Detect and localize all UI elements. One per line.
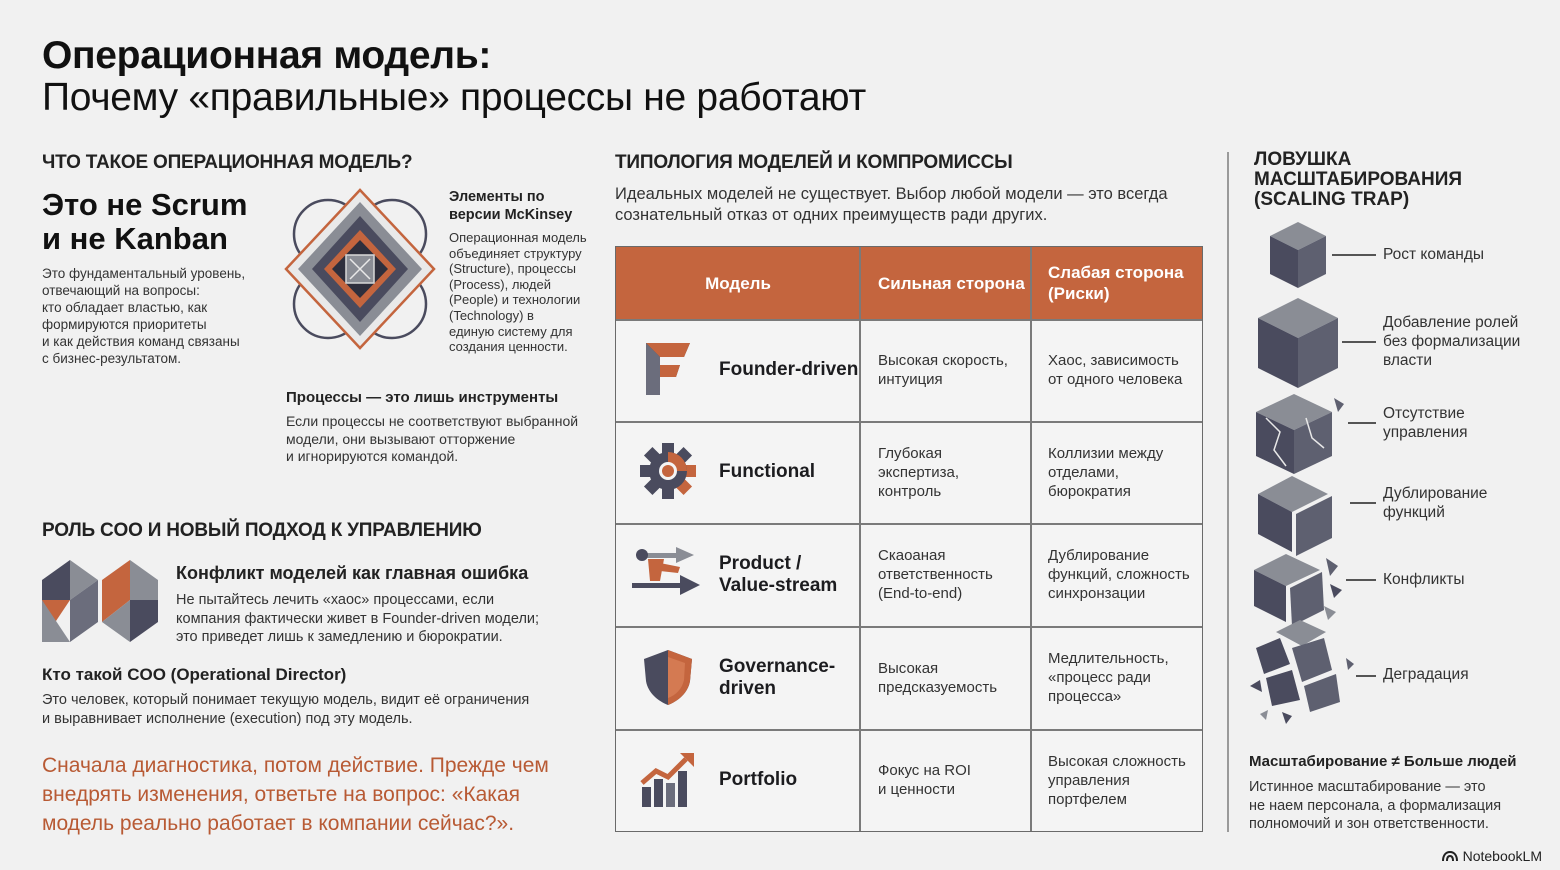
coo-heading: РОЛЬ COO И НОВЫЙ ПОДХОД К УПРАВЛЕНИЮ	[42, 520, 482, 541]
shattered-cube-icon	[1250, 620, 1354, 724]
models-table	[615, 246, 1203, 832]
column-strength: Сильная сторона	[878, 273, 1025, 293]
column-weakness: Слабая сторона (Риски)	[1048, 263, 1184, 303]
not-scrum-line2: и не Kanban	[42, 221, 228, 256]
split-cube-icon	[1258, 476, 1332, 556]
model-strength: Высокая предсказуемость	[878, 659, 998, 696]
page-title: Операционная модель:	[42, 34, 492, 77]
scaling-stage-label: Конфликты	[1383, 571, 1465, 588]
connector-line	[1346, 579, 1376, 581]
model-name: Governance- driven	[719, 655, 836, 699]
scaling-stage-label: Добавление ролей без формализации власти	[1383, 314, 1521, 369]
model-strength: Глубокая экспертиза, контроль	[878, 444, 959, 500]
column-model: Модель	[705, 273, 771, 293]
who-is-coo-title: Кто такой COO (Operational Director)	[42, 665, 347, 684]
gear-icon	[638, 441, 698, 501]
typology-intro: Идеальных моделей не существует. Выбор любой модели — это всегда сознательный отказ от одних преимуществ ради других.	[615, 185, 1168, 224]
connector-line	[1356, 675, 1376, 677]
connector-line	[1350, 502, 1376, 504]
connector-line	[1348, 422, 1376, 424]
cube-icon	[1258, 298, 1338, 388]
page-subtitle: Почему «правильные» процессы не работают	[42, 76, 866, 119]
scaling-stage-label: Отсутствие управления	[1383, 405, 1468, 441]
tools-title: Процессы — это лишь инструменты	[286, 389, 559, 406]
model-name: Portfolio	[719, 769, 798, 790]
value-stream-arrows-icon	[630, 543, 702, 603]
conflict-description: Не пытайтесь лечить «хаос» процессами, если компания фактически живет в Founder-driven модели; это приведет лишь к замедлению и бюрократии.	[176, 592, 540, 645]
who-is-coo-description: Это человек, который понимает текущую модель, видит её ограничения и выравнивает исполнение (execution) под эту модель.	[42, 692, 530, 727]
tools-description: Если процессы не соответствуют выбранной модели, они вызывают отторжение и игнорируются командой.	[286, 413, 579, 464]
not-scrum-line1: Это не Scrum	[42, 187, 248, 222]
scaling-footer-title: Масштабирование ≠ Больше людей	[1249, 753, 1517, 770]
brand-name: NotebookLM	[1462, 848, 1542, 864]
diagnostics-highlight: Сначала диагностика, потом действие. Прежде чем внедрять изменения, ответьте на вопрос: «Какая модель реально работает в компании сейчас?».	[42, 754, 549, 835]
scaling-stage-label: Рост команды	[1383, 246, 1485, 263]
column-divider	[859, 247, 861, 831]
connector-line	[1342, 341, 1376, 343]
model-weakness: Медлительность, «процесс ради процесса»	[1048, 650, 1169, 705]
typology-heading: ТИПОЛОГИЯ МОДЕЛЕЙ И КОМПРОМИССЫ	[615, 152, 1013, 173]
scaling-stage-label: Деградация	[1383, 666, 1469, 683]
model-conflict-icon	[42, 560, 158, 642]
founder-f-icon	[638, 339, 698, 399]
conflict-title: Конфликт моделей как главная ошибка	[176, 563, 529, 583]
model-strength: Фокус на ROI и ценности	[878, 762, 971, 798]
model-weakness: Коллизии между отделами, бюрократия	[1048, 444, 1164, 500]
model-weakness: Высокая сложность управления портфелем	[1048, 752, 1186, 808]
mckinsey-description: Операционная модель объединяет структуру (Structure), процессы (Process), людей (People) и технологии (Technology) в единую систему для создания ценности.	[449, 230, 587, 355]
cube-icon	[1270, 222, 1326, 288]
model-name: Product / Value-stream	[719, 552, 838, 596]
scaling-stage-label: Дублирование функций	[1383, 485, 1488, 521]
model-name: Founder-driven	[719, 359, 859, 380]
column-divider	[1030, 247, 1032, 831]
model-strength: Высокая скорость, интуиция	[878, 352, 1008, 388]
column-separator	[1227, 152, 1229, 832]
shield-icon	[638, 647, 698, 707]
model-weakness: Хаос, зависимость от одного человека	[1048, 352, 1183, 388]
mckinsey-title: Элементы по версии McKinsey	[449, 189, 573, 223]
broken-cube-icon	[1254, 554, 1342, 626]
cracked-cube-icon	[1256, 394, 1344, 474]
brand-watermark	[1442, 848, 1542, 864]
scaling-cubes-illustration	[1246, 218, 1356, 728]
what-is-description: Это фундаментальный уровень, отвечающий на вопросы: кто обладает властью, как формируются приоритеты и как действия команд связаны с бизнес-результатом.	[42, 266, 246, 366]
notebooklm-logo-icon	[1442, 850, 1458, 862]
model-name: Functional	[719, 461, 816, 482]
scaling-trap-heading: ЛОВУШКА МАСШТАБИРОВАНИЯ (SCALING TRAP)	[1254, 149, 1463, 210]
what-is-heading: ЧТО ТАКОЕ ОПЕРАЦИОННАЯ МОДЕЛЬ?	[42, 152, 413, 173]
connector-line	[1332, 254, 1376, 256]
model-strength: Скаоаная ответственность (End-to-end)	[878, 547, 993, 602]
growth-chart-icon	[638, 749, 698, 809]
scaling-footer-description: Истинное масштабирование — это не наем персонала, а формализация полномочий и зон ответственности.	[1249, 779, 1502, 832]
model-weakness: Дублирование функций, сложность синхронзации	[1048, 547, 1190, 602]
mckinsey-elements-icon	[280, 186, 440, 352]
